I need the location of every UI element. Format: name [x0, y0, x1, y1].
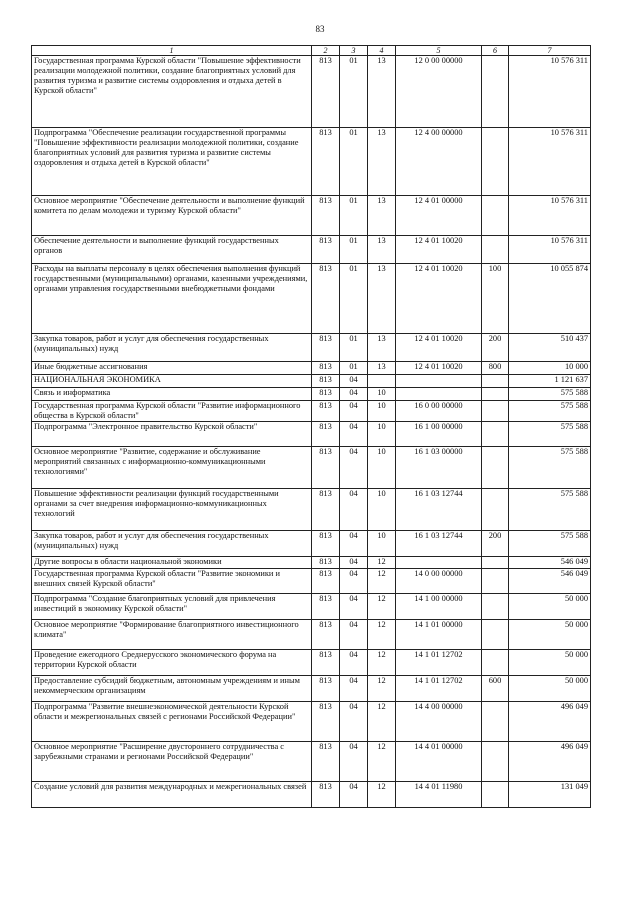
- row-description: Связь и информатика: [32, 388, 312, 401]
- section-code: 813: [312, 128, 340, 196]
- section-code: 813: [312, 742, 340, 782]
- subsection-code: 04: [340, 388, 368, 401]
- subsection-code: 04: [340, 742, 368, 782]
- table-row: [32, 676, 591, 702]
- subsection-code: 04: [340, 422, 368, 447]
- expense-type-code: [482, 56, 509, 128]
- row-description: Проведение ежегодного Среднерусского экономического форума на территории Курской области: [32, 650, 312, 676]
- subsection-code: 04: [340, 447, 368, 489]
- row-description: Государственная программа Курской области "Повышение эффективности реализации молодежной политики, создание благоприятных условий для развития туризма и развитие системы оздоровления и отдыха детей в Курской области": [32, 56, 312, 128]
- expense-type-code: [482, 569, 509, 594]
- table-row: [32, 650, 591, 676]
- column-header: 3: [340, 46, 368, 56]
- section-code: 813: [312, 594, 340, 620]
- column-header: 7: [509, 46, 591, 56]
- expense-type-code: 600: [482, 676, 509, 702]
- subsection-code: 04: [340, 782, 368, 808]
- item-code: 12: [368, 650, 396, 676]
- item-code: 10: [368, 531, 396, 557]
- amount-cell: 496 049: [509, 702, 591, 742]
- subsection-code: 01: [340, 334, 368, 362]
- table-row: [32, 489, 591, 531]
- subsection-code: 04: [340, 401, 368, 422]
- expense-type-code: [482, 557, 509, 569]
- expense-type-code: 800: [482, 362, 509, 375]
- item-code: 12: [368, 782, 396, 808]
- expense-type-code: [482, 742, 509, 782]
- table-row: [32, 620, 591, 650]
- amount-cell: 10 000: [509, 362, 591, 375]
- target-article-code: [396, 557, 482, 569]
- item-code: 10: [368, 388, 396, 401]
- budget-table: [31, 45, 591, 808]
- amount-cell: 575 588: [509, 531, 591, 557]
- expense-type-code: [482, 375, 509, 388]
- target-article-code: 12 4 01 10020: [396, 264, 482, 334]
- table-row: [32, 388, 591, 401]
- table-row: [32, 375, 591, 388]
- amount-cell: 10 576 311: [509, 236, 591, 264]
- expense-type-code: [482, 594, 509, 620]
- item-code: 13: [368, 236, 396, 264]
- subsection-code: 04: [340, 375, 368, 388]
- amount-cell: 131 049: [509, 782, 591, 808]
- row-description: Основное мероприятие "Развитие, содержание и обслуживание мероприятий связанных с информационно-коммуникационными технологиями": [32, 447, 312, 489]
- row-description: Подпрограмма "Обеспечение реализации государственной программы "Повышение эффективности реализации молодежной политики, создание благоприятных условий для развития туризма и развитие системы оздоровления и отдыха детей в Курской области": [32, 128, 312, 196]
- amount-cell: 10 576 311: [509, 196, 591, 236]
- target-article-code: 14 4 01 11980: [396, 782, 482, 808]
- expense-type-code: [482, 650, 509, 676]
- expense-type-code: [482, 388, 509, 401]
- item-code: 12: [368, 620, 396, 650]
- target-article-code: 12 4 00 00000: [396, 128, 482, 196]
- expense-type-code: 200: [482, 334, 509, 362]
- section-code: 813: [312, 620, 340, 650]
- row-description: Подпрограмма "Электронное правительство Курской области": [32, 422, 312, 447]
- item-code: 13: [368, 362, 396, 375]
- target-article-code: 16 0 00 00000: [396, 401, 482, 422]
- expense-type-code: 100: [482, 264, 509, 334]
- row-description: Закупка товаров, работ и услуг для обеспечения государственных (муниципальных) нужд: [32, 334, 312, 362]
- section-code: 813: [312, 334, 340, 362]
- item-code: 12: [368, 676, 396, 702]
- table-row: [32, 264, 591, 334]
- section-code: 813: [312, 782, 340, 808]
- section-code: 813: [312, 447, 340, 489]
- amount-cell: 10 576 311: [509, 128, 591, 196]
- item-code: 12: [368, 594, 396, 620]
- amount-cell: 575 588: [509, 489, 591, 531]
- target-article-code: 14 0 00 00000: [396, 569, 482, 594]
- amount-cell: 50 000: [509, 676, 591, 702]
- item-code: 12: [368, 742, 396, 782]
- amount-cell: 50 000: [509, 650, 591, 676]
- expense-type-code: [482, 236, 509, 264]
- amount-cell: 546 049: [509, 569, 591, 594]
- item-code: 13: [368, 128, 396, 196]
- table-row: [32, 236, 591, 264]
- row-description: Другие вопросы в области национальной экономики: [32, 557, 312, 569]
- table-row: [32, 196, 591, 236]
- amount-cell: 575 588: [509, 401, 591, 422]
- subsection-code: 04: [340, 620, 368, 650]
- expense-type-code: [482, 620, 509, 650]
- row-description: Закупка товаров, работ и услуг для обеспечения государственных (муниципальных) нужд: [32, 531, 312, 557]
- amount-cell: 496 049: [509, 742, 591, 782]
- subsection-code: 01: [340, 196, 368, 236]
- table-row: [32, 362, 591, 375]
- subsection-code: 01: [340, 236, 368, 264]
- item-code: 13: [368, 196, 396, 236]
- subsection-code: 01: [340, 362, 368, 375]
- section-code: 813: [312, 531, 340, 557]
- subsection-code: 01: [340, 264, 368, 334]
- column-header: 2: [312, 46, 340, 56]
- expense-type-code: [482, 401, 509, 422]
- section-code: 813: [312, 388, 340, 401]
- subsection-code: 04: [340, 676, 368, 702]
- amount-cell: 10 055 874: [509, 264, 591, 334]
- section-code: 813: [312, 702, 340, 742]
- target-article-code: [396, 375, 482, 388]
- target-article-code: 16 1 03 12744: [396, 531, 482, 557]
- amount-cell: 10 576 311: [509, 56, 591, 128]
- table-row: [32, 557, 591, 569]
- table-row: [32, 742, 591, 782]
- target-article-code: 14 1 01 12702: [396, 676, 482, 702]
- section-code: 813: [312, 196, 340, 236]
- subsection-code: 01: [340, 56, 368, 128]
- item-code: 13: [368, 334, 396, 362]
- amount-cell: 575 588: [509, 388, 591, 401]
- page-number: 83: [315, 24, 325, 34]
- row-description: Подпрограмма "Развитие внешнеэкономической деятельности Курской области и межрегиональных связей с регионами Российской Федерации": [32, 702, 312, 742]
- subsection-code: 04: [340, 594, 368, 620]
- amount-cell: 1 121 637: [509, 375, 591, 388]
- section-code: 813: [312, 489, 340, 531]
- target-article-code: 16 1 03 12744: [396, 489, 482, 531]
- item-code: 10: [368, 489, 396, 531]
- target-article-code: 12 4 01 10020: [396, 236, 482, 264]
- amount-cell: 575 588: [509, 422, 591, 447]
- target-article-code: 12 0 00 00000: [396, 56, 482, 128]
- section-code: 813: [312, 422, 340, 447]
- row-description: Иные бюджетные ассигнования: [32, 362, 312, 375]
- subsection-code: 04: [340, 489, 368, 531]
- section-code: 813: [312, 56, 340, 128]
- row-description: Расходы на выплаты персоналу в целях обеспечения выполнения функций государственными (муниципальными) органами, казенными учреждениями, органами управления государственными внебюджетными фондами: [32, 264, 312, 334]
- table-row: [32, 594, 591, 620]
- target-article-code: 14 1 01 12702: [396, 650, 482, 676]
- section-code: 813: [312, 264, 340, 334]
- target-article-code: 12 4 01 10020: [396, 362, 482, 375]
- item-code: 13: [368, 56, 396, 128]
- expense-type-code: [482, 128, 509, 196]
- section-code: 813: [312, 557, 340, 569]
- expense-type-code: [482, 782, 509, 808]
- target-article-code: 16 1 03 00000: [396, 447, 482, 489]
- table-row: [32, 531, 591, 557]
- subsection-code: 04: [340, 569, 368, 594]
- item-code: 10: [368, 447, 396, 489]
- item-code: [368, 375, 396, 388]
- amount-cell: 50 000: [509, 620, 591, 650]
- amount-cell: 50 000: [509, 594, 591, 620]
- expense-type-code: [482, 489, 509, 531]
- item-code: 12: [368, 702, 396, 742]
- table-row: [32, 334, 591, 362]
- section-code: 813: [312, 650, 340, 676]
- amount-cell: 575 588: [509, 447, 591, 489]
- row-description: Основное мероприятие "Обеспечение деятельности и выполнение функций комитета по делам молодежи и туризму Курской области": [32, 196, 312, 236]
- row-description: Создание условий для развития международных и межрегиональных связей: [32, 782, 312, 808]
- subsection-code: 04: [340, 557, 368, 569]
- subsection-code: 04: [340, 650, 368, 676]
- row-description: Государственная программа Курской области "Развитие информационного общества в Курской области": [32, 401, 312, 422]
- row-description: Основное мероприятие "Расширение двустороннего сотрудничества с зарубежными странами и регионами Российской Федерации": [32, 742, 312, 782]
- row-description: Государственная программа Курской области "Развитие экономики и внешних связей Курской области": [32, 569, 312, 594]
- amount-cell: 510 437: [509, 334, 591, 362]
- row-description: НАЦИОНАЛЬНАЯ ЭКОНОМИКА: [32, 375, 312, 388]
- table-row: [32, 56, 591, 128]
- item-code: 12: [368, 557, 396, 569]
- table-row: [32, 702, 591, 742]
- expense-type-code: 200: [482, 531, 509, 557]
- section-code: 813: [312, 676, 340, 702]
- table-row: [32, 422, 591, 447]
- target-article-code: 12 4 01 00000: [396, 196, 482, 236]
- target-article-code: 16 1 00 00000: [396, 422, 482, 447]
- target-article-code: [396, 388, 482, 401]
- table-row: [32, 447, 591, 489]
- expense-type-code: [482, 702, 509, 742]
- header-row: [32, 46, 591, 56]
- expense-type-code: [482, 196, 509, 236]
- item-code: 10: [368, 422, 396, 447]
- section-code: 813: [312, 401, 340, 422]
- column-header: 6: [482, 46, 509, 56]
- target-article-code: 12 4 01 10020: [396, 334, 482, 362]
- table-row: [32, 401, 591, 422]
- table-row: [32, 569, 591, 594]
- target-article-code: 14 1 01 00000: [396, 620, 482, 650]
- row-description: Подпрограмма "Создание благоприятных условий для привлечения инвестиций в экономику Курской области": [32, 594, 312, 620]
- table-row: [32, 128, 591, 196]
- subsection-code: 04: [340, 531, 368, 557]
- subsection-code: 04: [340, 702, 368, 742]
- section-code: 813: [312, 236, 340, 264]
- section-code: 813: [312, 362, 340, 375]
- row-description: Обеспечение деятельности и выполнение функций государственных органов: [32, 236, 312, 264]
- item-code: 13: [368, 264, 396, 334]
- item-code: 10: [368, 401, 396, 422]
- expense-type-code: [482, 447, 509, 489]
- target-article-code: 14 1 00 00000: [396, 594, 482, 620]
- item-code: 12: [368, 569, 396, 594]
- amount-cell: 546 049: [509, 557, 591, 569]
- expense-type-code: [482, 422, 509, 447]
- column-header: 4: [368, 46, 396, 56]
- table-row: [32, 782, 591, 808]
- column-header: 1: [32, 46, 312, 56]
- subsection-code: 01: [340, 128, 368, 196]
- section-code: 813: [312, 569, 340, 594]
- row-description: Предоставление субсидий бюджетным, автономным учреждениям и иным некоммерческим организациям: [32, 676, 312, 702]
- target-article-code: 14 4 00 00000: [396, 702, 482, 742]
- column-header: 5: [396, 46, 482, 56]
- row-description: Повышение эффективности реализации функций государственными органами за счет внедрения информационно-коммуникационных технологий: [32, 489, 312, 531]
- target-article-code: 14 4 01 00000: [396, 742, 482, 782]
- row-description: Основное мероприятие "Формирование благоприятного инвестиционного климата": [32, 620, 312, 650]
- section-code: 813: [312, 375, 340, 388]
